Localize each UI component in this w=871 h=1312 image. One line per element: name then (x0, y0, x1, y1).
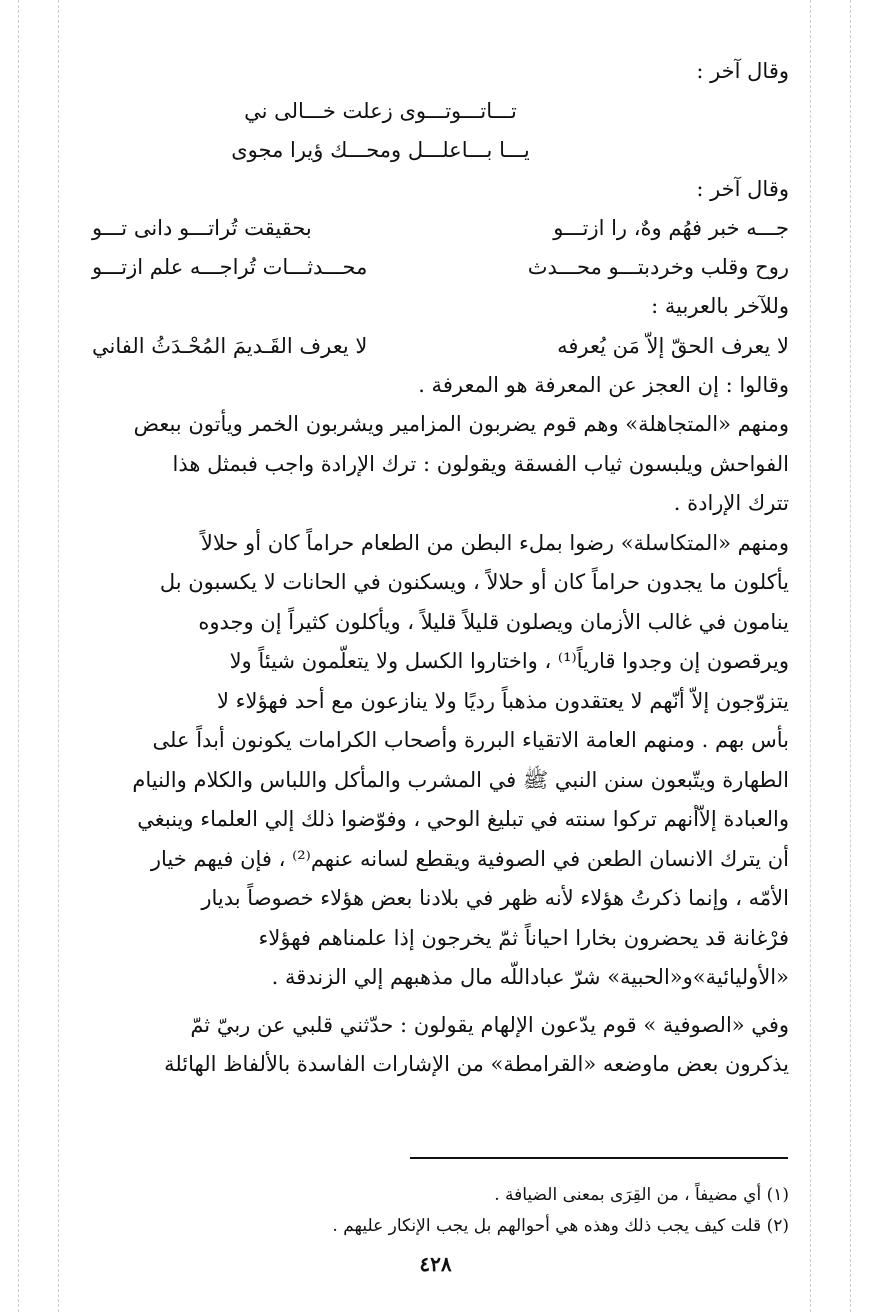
text-line: يذكرون بعض ماوضعه «القرامطة» من الإشارات الفاسدة بالألفاظ الهائلة (164, 1052, 789, 1076)
verse-hemistich: بحقيقت تُراتـــو دانى تـــو (92, 216, 312, 240)
text-line: بأس بهم . ومنهم العامة الاتقياء البررة وأصحاب الكرامات يكونون أبداً على (152, 728, 789, 752)
text-line: فرْغانة قد يحضرون بخارا احياناً ثمّ يخرجون إذا علمناهم فهؤلاء (258, 925, 789, 950)
text-line: يأكلون ما يجدون حراماً كان أو حلالاً ، ويسكنون في الحانات لا يكسبون بل (159, 570, 789, 594)
margin-guide (58, 0, 59, 1312)
verse-hemistich: محـــدثـــات تُراجـــه علم ازتـــو (92, 255, 368, 279)
verse-hemistich: لا يعرف القَـديمَ المُحْـدَثُ الفاني (92, 333, 368, 358)
page-number: ٤٢٨ (419, 1252, 452, 1276)
paragraph (92, 1006, 789, 1085)
footnote: (٢) قلت كيف يجب ذلك وهذه هي أحوالهم بل يجب الإنكار عليهم . (332, 1216, 789, 1236)
verse-line (92, 131, 789, 170)
verse-intro: وقال آخر : (696, 176, 789, 201)
text-line: وفي «الصوفية » قوم يدّعون الإلهام يقولون : حدّثني قلبي عن ربيّ ثمّ (190, 1012, 789, 1037)
margin-guide (810, 0, 811, 1312)
margin-guide (18, 0, 19, 1312)
paragraph (92, 405, 789, 524)
text-line: «الأوليائية»و«الحبية» شرّ عباداللّه مال مذهبهم إلي الزندقة . (271, 965, 789, 989)
text-line: ينامون في غالب الأزمان ويصلون قليلاً قليلاً ، ويأكلون كثيراً إن وجدوه (198, 609, 789, 634)
verse-line (92, 209, 789, 248)
verse-hemistich: تـــاتـــوتـــوى زعلت خـــالى ني (244, 98, 517, 123)
text-line: ويرقصون إن وجدوا قارياً⁽¹⁾ ، واختاروا الكسل ولا يتعلّمون شيئاً ولا (229, 649, 789, 673)
margin-guide (850, 0, 851, 1312)
verse-line (92, 248, 789, 287)
verse-hemistich: روح وقلب وخردبتـــو محـــدث (527, 255, 789, 279)
verse-line (92, 92, 789, 131)
saying: وقالوا : إن العجز عن المعرفة هو المعرفة . (418, 372, 789, 397)
text-line: ومنهم «المتكاسلة» رضوا بملء البطن من الطعام حراماً كان أو حلالاً (200, 530, 789, 555)
text-line: يتزوّجون إلاّ أنّهم لا يعتقدون مذهباً رديًا ولا ينازعون مع أحد فهؤلاء لا (216, 688, 789, 713)
verse-line (92, 327, 789, 366)
verse-hemistich: جـــه خبر فهُم وهٌ، را ازتـــو (553, 216, 789, 240)
footnotes (92, 1180, 789, 1242)
paragraph (92, 524, 789, 998)
text-line: والعبادة إلاّأنهم تركوا سنته في تبليغ الوحي ، وفوّضوا ذلك إلي العلماء وينبغي (137, 807, 789, 831)
text-line: تترك الإرادة . (673, 491, 789, 515)
page-body (92, 52, 789, 1085)
verse-hemistich: لا يعرف الحقّ إلاّ مَن يُعرفه (557, 333, 789, 358)
footnote: (١) أي مضيفاً ، من القِرَى بمعنى الضيافة . (494, 1185, 789, 1205)
text-line: الطهارة ويتّبعون سنن النبي ﷺ في المشرب والمأكل واللباس والكلام والنيام (132, 767, 789, 792)
verse-intro: وللآخر بالعربية : (651, 294, 789, 318)
footnote-divider (410, 1157, 788, 1159)
text-line: أن يترك الانسان الطعن في الصوفية ويقطع لسانه عنهم⁽²⁾ ، فإن فيهم خيار (150, 846, 789, 871)
text-line: ومنهم «المتجاهلة» وهم قوم يضربون المزامير ويشربون الخمر ويأتون ببعض (133, 412, 789, 436)
verse-intro: وقال آخر : (696, 59, 789, 83)
text-line: الفواحش ويلبسون ثياب الفسقة ويقولون : ترك الإرادة واجب فبمثل هذا (172, 451, 789, 476)
text-line: الأمّه ، وإنما ذكرتُ هؤلاء لأنه ظهر في بلادنا بعض هؤلاء خصوصاً بديار (201, 886, 789, 910)
verse-hemistich: يـــا بـــاعلـــل ومحـــك ؤيرا مجوى (231, 137, 530, 162)
